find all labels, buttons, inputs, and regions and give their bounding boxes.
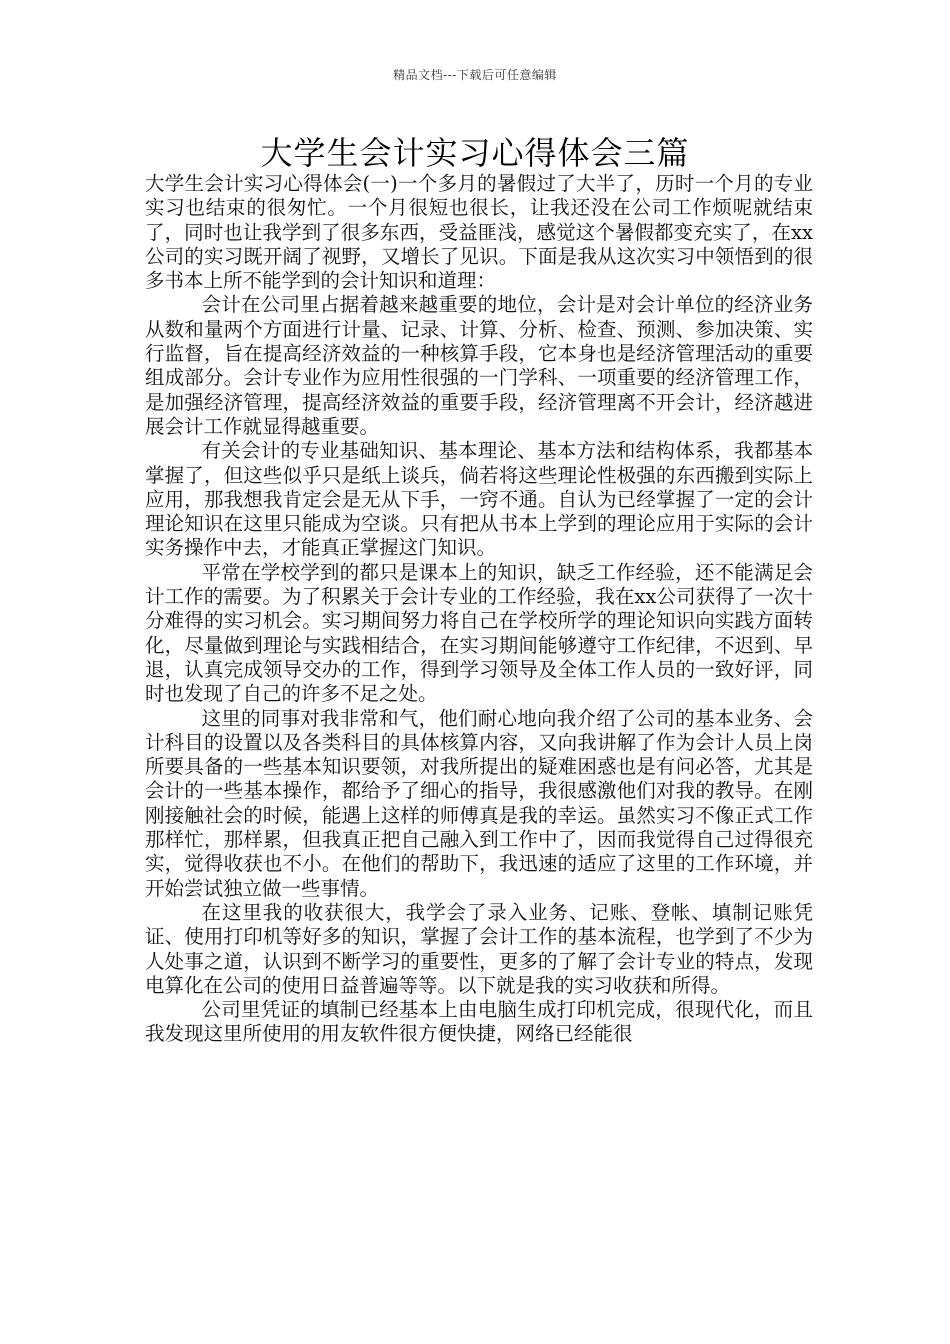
paragraph: 有关会计的专业基础知识、基本理论、基本方法和结构体系，我都基本掌握了，但这些似乎只是纸上谈兵，倘若将这些理论性极强的东西搬到实际上应用，那我想我肯定会是无从下手，一窍不通。自认为已经掌握了一定的会计理论知识在这里只能成为空谈。只有把从书本上学到的理论应用于实际的会计实务操作中去，才能真正掌握这门知识。 <box>145 439 813 560</box>
document-body <box>145 172 813 1047</box>
paragraph: 平常在学校学到的都只是课本上的知识，缺乏工作经验，还不能满足会计工作的需要。为了积累关于会计专业的工作经验，我在xx公司获得了一次十分难得的实习机会。实习期间努力将自己在学校所学的理论知识向实践方面转化，尽量做到理论与实践相结合，在实习期间能够遵守工作纪律，不迟到、早退，认真完成领导交办的工作，得到学习领导及全体工作人员的一致好评，同时也发现了自己的许多不足之处。 <box>145 560 813 706</box>
page-header: 精品文档---下载后可任意编辑 <box>393 68 557 82</box>
paragraph: 会计在公司里占据着越来越重要的地位，会计是对会计单位的经济业务从数和量两个方面进行计量、记录、计算、分析、检查、预测、参加决策、实行监督，旨在提高经济效益的一种核算手段，它本身也是经济管理活动的重要组成部分。会计专业作为应用性很强的一门学科、一项重要的经济管理工作，是加强经济管理，提高经济效益的重要手段，经济管理离不开会计，经济越进展会计工作就显得越重要。 <box>145 293 813 438</box>
paragraph-intro: 大学生会计实习心得体会(一)一个多月的暑假过了大半了，历时一个月的专业实习也结束的很匆忙。一个月很短也很长，让我还没在公司工作烦呢就结束了，同时也让我学到了很多东西，受益匪浅，感觉这个暑假都变充实了，在xx公司的实习既开阔了视野，又增长了见识。下面是我从这次实习中领悟到的很多书本上所不能学到的会计知识和道理： <box>145 172 813 293</box>
paragraph: 在这里我的收获很大，我学会了录入业务、记账、登帐、填制记账凭证、使用打印机等好多的知识，掌握了会计工作的基本流程，也学到了不少为人处事之道，认识到不断学习的重要性，更多的了解了会计专业的特点，发现电算化在公司的使用日益普遍等等。以下就是我的实习收获和所得。 <box>145 900 813 997</box>
document-title: 大学生会计实习心得体会三篇 <box>260 134 690 172</box>
paragraph: 公司里凭证的填制已经基本上由电脑生成打印机完成，很现代化，而且我发现这里所使用的用友软件很方便快捷，网络已经能很 <box>145 998 813 1046</box>
paragraph: 这里的同事对我非常和气，他们耐心地向我介绍了公司的基本业务、会计科目的设置以及各类科目的具体核算内容，又向我讲解了作为会计人员上岗所要具备的一些基本知识要领，对我所提出的疑难困惑也是有问必答，尤其是会计的一些基本操作，都给予了细心的指导，我很感激他们对我的教导。在刚刚接触社会的时候，能遇上这样的师傅真是我的幸运。虽然实习不像正式工作那样忙，那样累，但我真正把自己融入到工作中了，因而我觉得自己过得很充实，觉得收获也不小。在他们的帮助下，我迅速的适应了这里的工作环境，并开始尝试独立做一些事情。 <box>145 706 813 900</box>
